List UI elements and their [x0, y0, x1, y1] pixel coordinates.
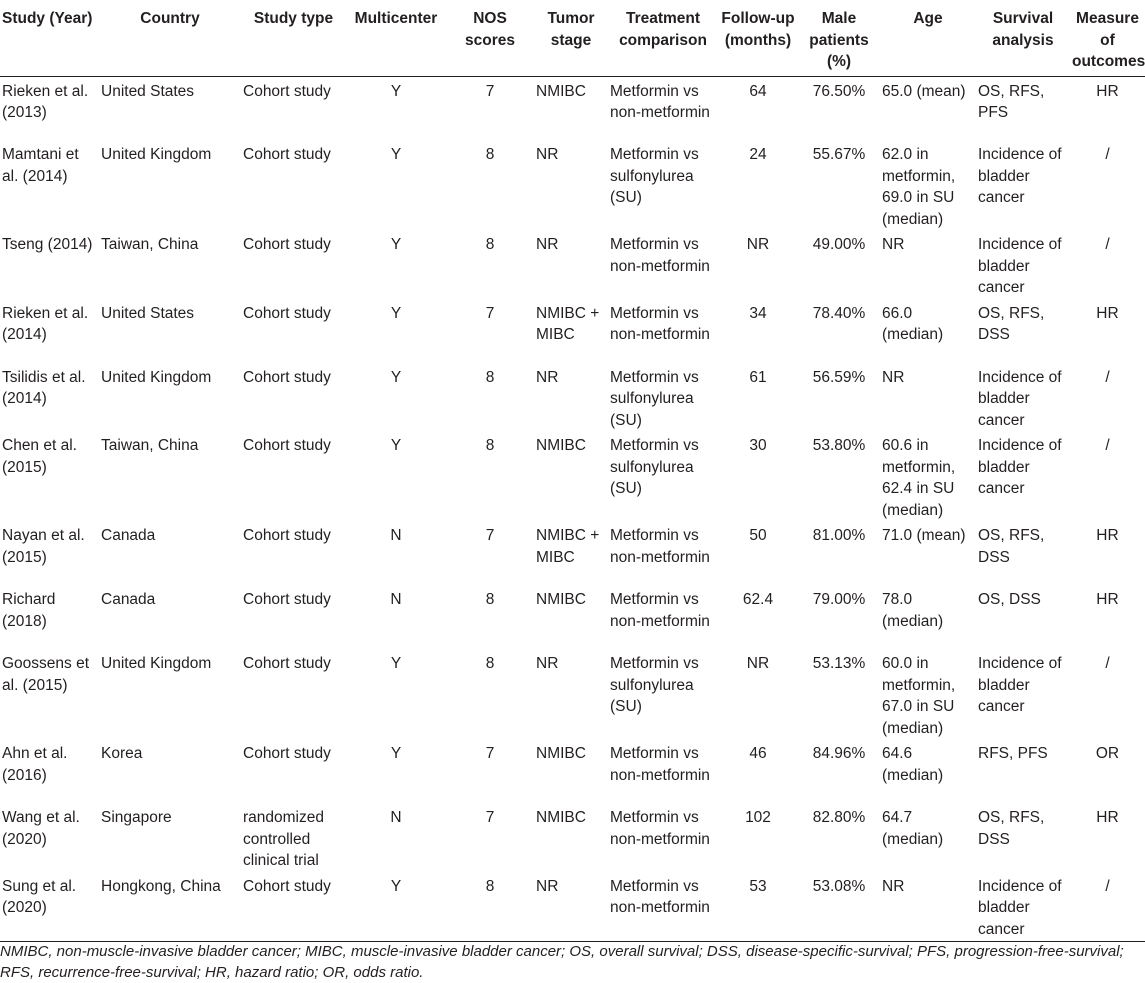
cell-age: 71.0 (mean): [882, 527, 966, 544]
cell-study-type: Cohort study: [243, 82, 331, 100]
cell-measure-of-outcomes: HR: [1096, 82, 1119, 100]
cell-study-type: Cohort study: [243, 591, 331, 608]
cell-tumor-stage: NR: [536, 236, 559, 253]
cell-male-patients: 76.50%: [812, 82, 866, 100]
cell-male-patients: 79.00%: [812, 591, 866, 608]
cell-follow-up: 102: [745, 809, 771, 826]
cell-measure-of-outcomes: /: [1105, 368, 1110, 386]
cell-nos-score: 8: [485, 236, 495, 253]
cell-follow-up: 62.4: [742, 591, 774, 608]
cell-multicenter: N: [390, 809, 402, 826]
cell-male-patients: 49.00%: [812, 236, 866, 253]
cell-male-patients: 78.40%: [812, 304, 866, 322]
cell-tumor-stage: NR: [536, 655, 559, 672]
cell-male-patients: 56.59%: [812, 368, 866, 386]
cell-country: Canada: [101, 591, 156, 608]
cell-male-patients: 55.67%: [812, 146, 866, 163]
cell-multicenter: Y: [346, 872, 446, 942]
cell-follow-up: 46: [749, 745, 767, 762]
cell-treatment-comparison: Metformin vs sulfonylurea (SU): [610, 368, 699, 429]
cell-multicenter: Y: [390, 655, 402, 672]
cell-treatment-comparison: Metformin vs non-metformin: [610, 809, 710, 848]
cell-male-patients: 53.13%: [812, 655, 866, 672]
cell-country: United Kingdom: [101, 146, 212, 163]
cell-male-patients: 81.00%: [812, 527, 866, 544]
cell-age: 65.0 (mean): [882, 82, 966, 100]
table-row: [0, 521, 1145, 585]
cell-follow-up: 64: [749, 82, 767, 100]
cell-tumor-stage: NR: [536, 146, 559, 163]
cell-age: NR: [880, 872, 976, 942]
cell-nos-score: 8: [485, 368, 495, 386]
cell-tumor-stage: NMIBC + MIBC: [536, 527, 600, 566]
cell-study-type: Cohort study: [243, 304, 331, 322]
table-row: [0, 585, 1145, 649]
cell-country: Singapore: [101, 809, 172, 826]
cell-tumor-stage: NMIBC: [536, 82, 586, 100]
cell-tumor-stage: NR: [536, 368, 559, 386]
cell-multicenter: N: [390, 527, 402, 544]
cell-treatment-comparison: Metformin vs non-metformin: [610, 591, 710, 630]
cell-nos-score: 8: [485, 655, 495, 672]
header-row: [0, 0, 1145, 76]
cell-study: Ahn et al. (2016): [2, 745, 68, 784]
cell-follow-up: 53: [718, 872, 798, 942]
header-treatment-comparison: Treatment comparison: [608, 0, 718, 76]
cell-country: United Kingdom: [101, 655, 212, 672]
cell-measure-of-outcomes: HR: [1096, 591, 1119, 608]
table-row: [0, 739, 1145, 803]
cell-study: Tsilidis et al. (2014): [2, 368, 86, 407]
cell-male-patients: 53.80%: [812, 437, 866, 454]
cell-age: 60.0 in metformin, 67.0 in SU (median): [882, 655, 956, 737]
cell-age: 78.0 (median): [882, 591, 944, 630]
header-male-patients: Male patients (%): [798, 0, 880, 76]
cell-follow-up: 34: [749, 304, 767, 322]
cell-study: Tseng (2014): [2, 236, 93, 253]
cell-age: NR: [882, 368, 905, 386]
cell-measure-of-outcomes: /: [1105, 437, 1110, 454]
cell-nos-score: 7: [485, 304, 495, 322]
table-row: [0, 803, 1145, 872]
cell-survival-analysis: Incidence of bladder cancer: [976, 872, 1070, 942]
cell-country: Korea: [101, 745, 143, 762]
table-row: [0, 649, 1145, 739]
cell-follow-up: 24: [749, 146, 767, 163]
cell-measure-of-outcomes: HR: [1096, 527, 1119, 544]
cell-follow-up: 50: [749, 527, 767, 544]
cell-survival-analysis: OS, RFS, DSS: [978, 304, 1045, 343]
cell-treatment-comparison: Metformin vs non-metformin: [610, 527, 710, 566]
table-row: [0, 76, 1145, 140]
cell-study-type: Cohort study: [243, 146, 331, 163]
cell-multicenter: Y: [390, 304, 402, 322]
cell-multicenter: Y: [390, 236, 402, 253]
cell-study-type: Cohort study: [243, 527, 331, 544]
cell-follow-up: 30: [749, 437, 767, 454]
cell-treatment-comparison: Metformin vs sulfonylurea (SU): [610, 655, 699, 715]
cell-age: 64.7 (median): [882, 809, 944, 848]
cell-tumor-stage: NMIBC: [536, 809, 586, 826]
cell-nos-score: 8: [485, 437, 495, 454]
cell-nos-score: 8: [485, 146, 495, 163]
header-follow-up: Follow-up (months): [718, 0, 798, 76]
cell-nos-score: 7: [485, 527, 495, 544]
table-row: [0, 230, 1145, 299]
cell-study-type: Cohort study: [243, 655, 331, 672]
cell-survival-analysis: OS, RFS, PFS: [978, 82, 1045, 121]
header-nos-scores: NOS scores: [446, 0, 534, 76]
cell-country: Canada: [101, 527, 156, 544]
table-row: [0, 299, 1145, 363]
cell-nos-score: 7: [485, 745, 495, 762]
cell-male-patients: 53.08%: [798, 872, 880, 942]
cell-follow-up: NR: [746, 655, 770, 672]
header-age: Age: [880, 0, 976, 76]
cell-survival-analysis: Incidence of bladder cancer: [978, 655, 1062, 715]
cell-tumor-stage: NMIBC: [536, 591, 586, 608]
cell-follow-up: NR: [746, 236, 770, 253]
cell-multicenter: Y: [390, 146, 402, 163]
cell-multicenter: Y: [390, 437, 402, 454]
cell-treatment-comparison: Metformin vs non-metformin: [610, 236, 710, 275]
cell-age: 64.6 (median): [882, 745, 944, 784]
cell-measure-of-outcomes: OR: [1095, 745, 1120, 762]
cell-nos-score: 7: [485, 82, 495, 100]
cell-treatment-comparison: Metformin vs non-metformin: [610, 304, 710, 343]
cell-measure-of-outcomes: /: [1105, 236, 1110, 253]
cell-multicenter: Y: [390, 368, 402, 386]
cell-tumor-stage: NR: [534, 872, 608, 942]
cell-treatment-comparison: Metformin vs non-metformin: [608, 872, 718, 942]
cell-measure-of-outcomes: HR: [1096, 304, 1119, 322]
cell-multicenter: Y: [390, 745, 402, 762]
table-row: [0, 431, 1145, 521]
cell-country: Taiwan, China: [101, 236, 199, 253]
cell-study: Mamtani et al. (2014): [2, 146, 79, 185]
cell-study: Wang et al. (2020): [2, 809, 80, 848]
header-multicenter: Multicenter: [346, 0, 446, 76]
cell-study: Richard (2018): [2, 591, 56, 630]
cell-study: Chen et al. (2015): [2, 437, 77, 476]
cell-nos-score: 8: [446, 872, 534, 942]
cell-male-patients: 84.96%: [812, 745, 866, 762]
cell-study-type: Cohort study: [243, 745, 331, 762]
table-row: [0, 363, 1145, 432]
cell-survival-analysis: Incidence of bladder cancer: [978, 236, 1062, 296]
cell-male-patients: 82.80%: [812, 809, 866, 826]
cell-survival-analysis: RFS, PFS: [978, 745, 1048, 762]
table-row: [0, 872, 1145, 942]
cell-nos-score: 8: [485, 591, 495, 608]
cell-study: Rieken et al. (2013): [2, 82, 89, 121]
cell-multicenter: Y: [390, 82, 402, 100]
cell-age: NR: [882, 236, 905, 253]
cell-survival-analysis: Incidence of bladder cancer: [978, 146, 1062, 206]
cell-age: 66.0 (median): [882, 304, 944, 343]
cell-study-type: Cohort study: [243, 368, 331, 386]
cell-age: 62.0 in metformin, 69.0 in SU (median): [882, 146, 956, 228]
cell-follow-up: 61: [749, 368, 767, 386]
cell-measure-of-outcomes: /: [1070, 872, 1145, 942]
header-survival-analysis: Survival analysis: [976, 0, 1070, 76]
cell-study: Sung et al. (2020): [0, 872, 99, 942]
cell-treatment-comparison: Metformin vs sulfonylurea (SU): [610, 146, 699, 206]
cell-study-type: Cohort study: [241, 872, 346, 942]
cell-tumor-stage: NMIBC: [536, 437, 586, 454]
header-tumor-stage: Tumor stage: [534, 0, 608, 76]
cell-country: Hongkong, China: [99, 872, 241, 942]
cell-age: 60.6 in metformin, 62.4 in SU (median): [882, 437, 956, 519]
cell-study: Goossens et al. (2015): [2, 655, 90, 694]
cell-country: United Kingdom: [101, 368, 212, 386]
cell-study: Nayan et al. (2015): [2, 527, 85, 566]
cell-treatment-comparison: Metformin vs sulfonylurea (SU): [610, 437, 699, 497]
cell-treatment-comparison: Metformin vs non-metformin: [610, 82, 710, 121]
table-row: [0, 140, 1145, 230]
cell-multicenter: N: [390, 591, 402, 608]
header-country: Country: [99, 0, 241, 76]
cell-country: Taiwan, China: [101, 437, 199, 454]
table-footnote: NMIBC, non-muscle-invasive bladder cancer; MIBC, muscle-invasive bladder cancer; OS, overall survival; DSS, disease-specific-survival; PFS, progression-free-survival; RFS, recurrence-free-survival; HR, hazard ratio; OR, odds ratio.: [0, 943, 1124, 981]
header-measure-of-outcomes: Measure of outcomes: [1070, 0, 1145, 76]
cell-measure-of-outcomes: HR: [1096, 809, 1119, 826]
cell-survival-analysis: OS, RFS, DSS: [978, 527, 1045, 566]
cell-study: Rieken et al. (2014): [2, 304, 89, 343]
cell-survival-analysis: OS, DSS: [978, 591, 1041, 608]
cell-study-type: Cohort study: [243, 437, 331, 454]
header-study-type: Study type: [241, 0, 346, 76]
cell-treatment-comparison: Metformin vs non-metformin: [610, 745, 710, 784]
cell-study-type: randomized controlled clinical trial: [243, 809, 324, 869]
cell-tumor-stage: NMIBC + MIBC: [536, 304, 600, 343]
cell-country: United States: [101, 304, 195, 322]
cell-survival-analysis: Incidence of bladder cancer: [978, 368, 1062, 429]
cell-tumor-stage: NMIBC: [536, 745, 586, 762]
cell-measure-of-outcomes: /: [1105, 146, 1110, 163]
cell-study-type: Cohort study: [243, 236, 331, 253]
cell-country: United States: [101, 82, 195, 100]
cell-survival-analysis: Incidence of bladder cancer: [978, 437, 1062, 497]
header-study: Study (Year): [0, 0, 99, 76]
table-body: [0, 76, 1145, 942]
cell-measure-of-outcomes: /: [1105, 655, 1110, 672]
cell-nos-score: 7: [485, 809, 495, 826]
cell-survival-analysis: OS, RFS, DSS: [978, 809, 1045, 848]
